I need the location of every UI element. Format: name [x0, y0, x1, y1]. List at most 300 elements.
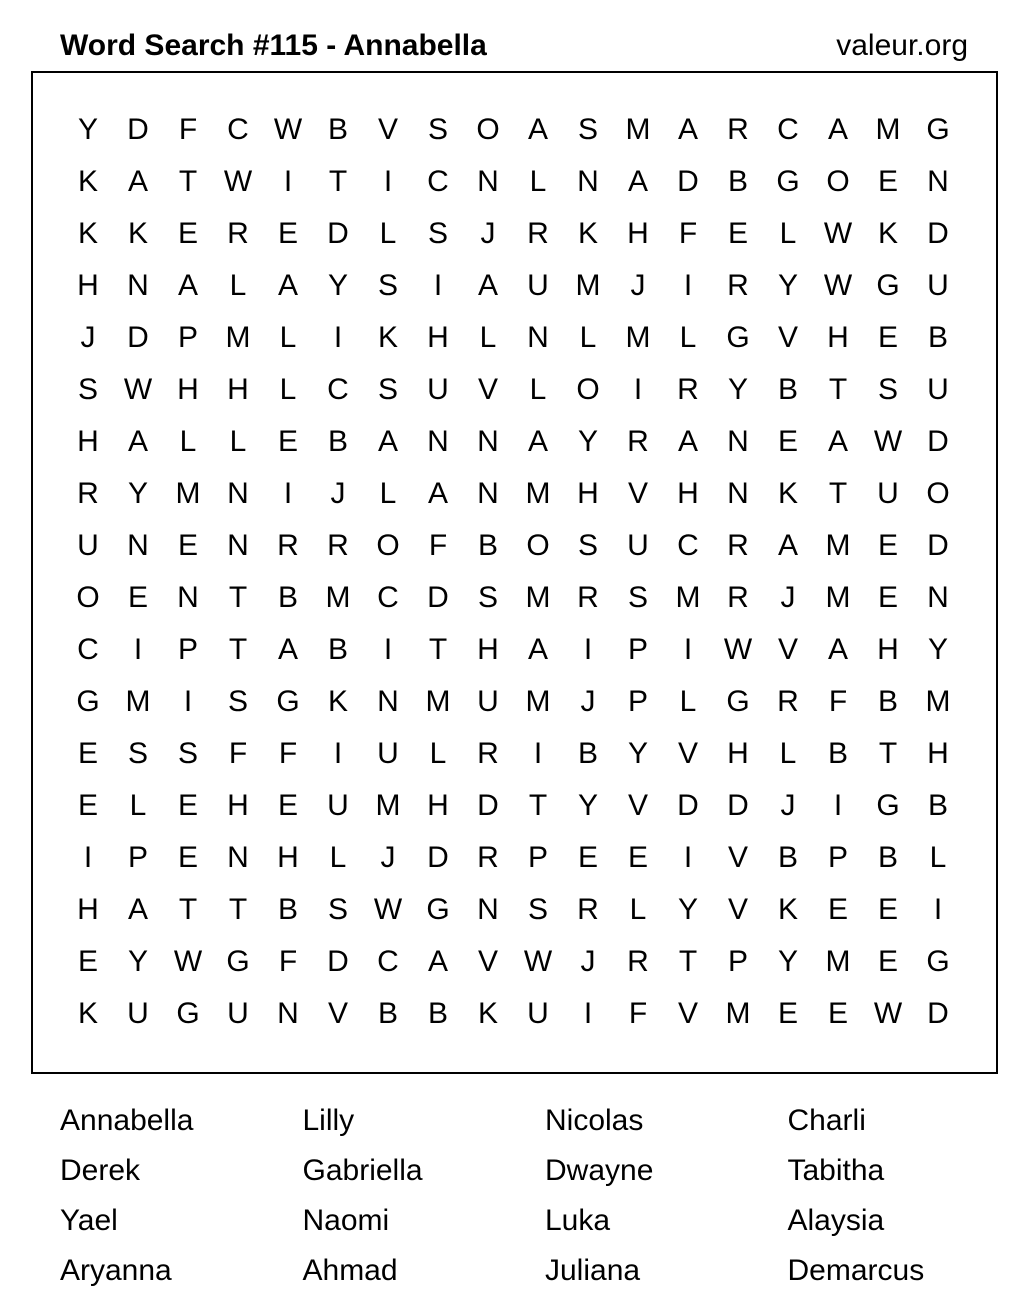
- grid-letter: M: [125, 685, 151, 718]
- grid-letter: E: [777, 425, 798, 458]
- grid-letter: G: [276, 685, 300, 718]
- grid-letter: N: [727, 477, 749, 510]
- grid-letter: B: [577, 737, 598, 770]
- grid-letter: H: [427, 789, 449, 822]
- grid-letter: R: [327, 529, 349, 562]
- grid-letter: G: [876, 269, 900, 302]
- grid-letter: Y: [127, 477, 148, 510]
- grid-letter: B: [727, 165, 748, 198]
- grid-letter: L: [279, 373, 297, 406]
- grid-letter: M: [425, 685, 451, 718]
- grid-letter: R: [577, 581, 599, 614]
- grid-letter: M: [525, 685, 551, 718]
- grid-letter: F: [178, 113, 198, 146]
- grid-letter: M: [375, 789, 401, 822]
- grid-letter: L: [279, 321, 297, 354]
- grid-letter: U: [927, 269, 949, 302]
- grid-letter: L: [129, 789, 147, 822]
- grid-letter: K: [777, 893, 798, 926]
- grid-letter: L: [429, 737, 447, 770]
- grid-letter: S: [577, 113, 598, 146]
- grid-letter: K: [577, 217, 598, 250]
- grid-letter: T: [178, 893, 198, 926]
- grid-letter: N: [477, 477, 499, 510]
- grid-letter: O: [76, 581, 100, 614]
- grid-letter: W: [173, 945, 203, 978]
- grid-letter: H: [227, 789, 249, 822]
- grid-letter: U: [327, 789, 349, 822]
- grid-letter: H: [627, 217, 649, 250]
- grid-letter: H: [477, 633, 499, 666]
- grid-letter: I: [383, 633, 393, 666]
- grid-letter: J: [480, 217, 496, 250]
- grid-letter: I: [933, 893, 943, 926]
- grid-letter: D: [127, 113, 149, 146]
- grid-letter: G: [926, 945, 950, 978]
- grid-letter: S: [477, 581, 498, 614]
- word-list-item: Derek: [60, 1154, 141, 1187]
- grid-letter: K: [877, 217, 898, 250]
- grid-letter: Y: [677, 893, 698, 926]
- grid-letter: T: [228, 581, 248, 614]
- grid-letter: K: [327, 685, 348, 718]
- grid-letter: F: [628, 997, 648, 1030]
- grid-letter: L: [529, 373, 547, 406]
- grid-letter: K: [377, 321, 398, 354]
- grid-letter: J: [330, 477, 346, 510]
- grid-letter: A: [627, 165, 648, 198]
- grid-letter: V: [777, 321, 798, 354]
- grid-letter: H: [277, 841, 299, 874]
- grid-letter: G: [876, 789, 900, 822]
- grid-letter: K: [477, 997, 498, 1030]
- grid-letter: I: [833, 789, 843, 822]
- grid-letter: S: [377, 373, 398, 406]
- grid-letter: K: [777, 477, 798, 510]
- grid-letter: N: [477, 893, 499, 926]
- grid-letter: R: [527, 217, 549, 250]
- word-list-item: Lilly: [302, 1104, 355, 1137]
- grid-letter: I: [683, 269, 693, 302]
- grid-letter: L: [929, 841, 947, 874]
- grid-letter: L: [679, 685, 697, 718]
- grid-letter: T: [878, 737, 898, 770]
- grid-letter: L: [579, 321, 597, 354]
- grid-letter: A: [427, 945, 448, 978]
- grid-letter: K: [77, 217, 98, 250]
- grid-letter: V: [477, 373, 498, 406]
- grid-letter: E: [177, 529, 198, 562]
- grid-letter: S: [127, 737, 148, 770]
- grid-letter: E: [77, 945, 98, 978]
- grid-letter: L: [779, 737, 797, 770]
- grid-letter: D: [477, 789, 499, 822]
- grid-letter: B: [777, 373, 798, 406]
- grid-letter: I: [333, 321, 343, 354]
- grid-letter: B: [277, 581, 298, 614]
- grid-letter: V: [327, 997, 348, 1030]
- grid-letter: E: [177, 789, 198, 822]
- grid-letter: E: [577, 841, 598, 874]
- grid-letter: T: [228, 633, 248, 666]
- grid-letter: D: [427, 841, 449, 874]
- grid-letter: R: [277, 529, 299, 562]
- grid-letter: W: [373, 893, 403, 926]
- grid-letter: G: [726, 321, 750, 354]
- word-list-item: Yael: [60, 1204, 118, 1237]
- grid-letter: U: [77, 529, 99, 562]
- word-list: [60, 1096, 1020, 1296]
- grid-letter: M: [825, 945, 851, 978]
- grid-letter: W: [273, 113, 303, 146]
- grid-letter: B: [327, 113, 348, 146]
- grid-letter: A: [127, 165, 148, 198]
- grid-letter: E: [127, 581, 148, 614]
- grid-letter: E: [827, 893, 848, 926]
- grid-letter: R: [477, 841, 499, 874]
- grid-letter: E: [277, 425, 298, 458]
- grid-letter: P: [727, 945, 748, 978]
- grid-letter: I: [83, 841, 93, 874]
- grid-letter: M: [525, 477, 551, 510]
- grid-letter: G: [776, 165, 800, 198]
- grid-letter: I: [433, 269, 443, 302]
- grid-letter: C: [77, 633, 99, 666]
- grid-letter: V: [777, 633, 798, 666]
- grid-letter: S: [377, 269, 398, 302]
- grid-letter: I: [683, 841, 693, 874]
- grid-letter: R: [727, 581, 749, 614]
- grid-letter: V: [377, 113, 398, 146]
- letter-grid: [63, 104, 963, 1040]
- grid-letter: D: [327, 945, 349, 978]
- grid-letter: B: [327, 425, 348, 458]
- grid-letter: E: [877, 321, 898, 354]
- word-list-item: Aryanna: [60, 1254, 172, 1287]
- grid-letter: J: [580, 945, 596, 978]
- grid-letter: C: [677, 529, 699, 562]
- grid-letter: B: [927, 321, 948, 354]
- grid-letter: N: [927, 165, 949, 198]
- grid-letter: H: [77, 269, 99, 302]
- grid-letter: N: [177, 581, 199, 614]
- grid-letter: L: [629, 893, 647, 926]
- grid-letter: E: [627, 841, 648, 874]
- grid-letter: I: [683, 633, 693, 666]
- grid-letter: V: [477, 945, 498, 978]
- grid-letter: N: [227, 529, 249, 562]
- grid-letter: U: [527, 269, 549, 302]
- grid-letter: B: [377, 997, 398, 1030]
- grid-letter: G: [926, 113, 950, 146]
- grid-letter: O: [476, 113, 500, 146]
- grid-letter: N: [377, 685, 399, 718]
- grid-letter: Y: [577, 789, 598, 822]
- grid-letter: A: [527, 425, 548, 458]
- grid-letter: U: [527, 997, 549, 1030]
- grid-letter: H: [177, 373, 199, 406]
- grid-letter: W: [873, 997, 903, 1030]
- grid-letter: A: [677, 113, 698, 146]
- grid-letter: A: [377, 425, 398, 458]
- grid-letter: E: [777, 997, 798, 1030]
- grid-letter: A: [777, 529, 798, 562]
- grid-letter: A: [127, 893, 148, 926]
- grid-letter: V: [627, 789, 648, 822]
- grid-letter: O: [526, 529, 550, 562]
- grid-letter: T: [828, 373, 848, 406]
- grid-letter: R: [677, 373, 699, 406]
- grid-letter: M: [175, 477, 201, 510]
- grid-letter: I: [633, 373, 643, 406]
- grid-letter: N: [927, 581, 949, 614]
- grid-letter: L: [179, 425, 197, 458]
- grid-letter: E: [77, 789, 98, 822]
- grid-letter: H: [877, 633, 899, 666]
- puzzle-title: Word Search #115 - Annabella: [60, 29, 487, 62]
- grid-letter: M: [925, 685, 951, 718]
- grid-letter: F: [278, 737, 298, 770]
- grid-letter: N: [127, 269, 149, 302]
- grid-letter: H: [677, 477, 699, 510]
- grid-letter: M: [875, 113, 901, 146]
- grid-letter: A: [427, 477, 448, 510]
- grid-letter: E: [177, 841, 198, 874]
- grid-letter: W: [123, 373, 153, 406]
- grid-letter: D: [127, 321, 149, 354]
- grid-letter: M: [625, 321, 651, 354]
- grid-letter: N: [527, 321, 549, 354]
- grid-letter: R: [727, 529, 749, 562]
- grid-letter: A: [527, 113, 548, 146]
- grid-letter: L: [379, 217, 397, 250]
- word-list-item: Juliana: [545, 1254, 641, 1287]
- grid-letter: B: [277, 893, 298, 926]
- grid-letter: S: [427, 217, 448, 250]
- grid-letter: U: [227, 997, 249, 1030]
- grid-letter: A: [827, 633, 848, 666]
- grid-letter: C: [327, 373, 349, 406]
- grid-letter: O: [926, 477, 950, 510]
- word-list-item: Tabitha: [787, 1154, 885, 1187]
- grid-letter: S: [877, 373, 898, 406]
- grid-letter: I: [333, 737, 343, 770]
- grid-letter: G: [76, 685, 100, 718]
- grid-letter: D: [927, 529, 949, 562]
- grid-letter: D: [927, 425, 949, 458]
- grid-letter: T: [178, 165, 198, 198]
- grid-letter: I: [283, 477, 293, 510]
- grid-letter: H: [577, 477, 599, 510]
- grid-letter: O: [376, 529, 400, 562]
- grid-letter: E: [877, 581, 898, 614]
- grid-letter: I: [283, 165, 293, 198]
- grid-letter: N: [477, 425, 499, 458]
- grid-letter: F: [678, 217, 698, 250]
- word-list-item: Naomi: [302, 1204, 390, 1237]
- grid-letter: A: [477, 269, 498, 302]
- grid-letter: W: [523, 945, 553, 978]
- grid-letter: P: [627, 685, 648, 718]
- grid-letter: I: [533, 737, 543, 770]
- grid-letter: P: [177, 321, 198, 354]
- grid-letter: R: [727, 113, 749, 146]
- grid-letter: B: [777, 841, 798, 874]
- grid-letter: S: [227, 685, 248, 718]
- grid-letter: V: [677, 997, 698, 1030]
- grid-letter: U: [627, 529, 649, 562]
- grid-letter: M: [225, 321, 251, 354]
- site-name: valeur.org: [836, 29, 968, 62]
- grid-letter: R: [627, 425, 649, 458]
- grid-letter: B: [427, 997, 448, 1030]
- grid-letter: M: [625, 113, 651, 146]
- grid-letter: U: [877, 477, 899, 510]
- grid-letter: L: [529, 165, 547, 198]
- word-list-item: Luka: [545, 1204, 611, 1237]
- grid-letter: C: [377, 945, 399, 978]
- grid-letter: P: [527, 841, 548, 874]
- grid-letter: M: [825, 529, 851, 562]
- grid-letter: G: [176, 997, 200, 1030]
- grid-letter: U: [127, 997, 149, 1030]
- grid-letter: T: [228, 893, 248, 926]
- grid-letter: Y: [327, 269, 348, 302]
- grid-letter: A: [527, 633, 548, 666]
- grid-letter: Y: [777, 269, 798, 302]
- word-list-item: Gabriella: [302, 1154, 423, 1187]
- grid-letter: S: [577, 529, 598, 562]
- grid-letter: T: [828, 477, 848, 510]
- grid-letter: H: [927, 737, 949, 770]
- grid-letter: J: [780, 581, 796, 614]
- grid-letter: N: [727, 425, 749, 458]
- grid-letter: Y: [127, 945, 148, 978]
- word-list-item: Alaysia: [787, 1204, 885, 1237]
- grid-letter: B: [327, 633, 348, 666]
- grid-letter: W: [823, 269, 853, 302]
- grid-letter: H: [227, 373, 249, 406]
- grid-letter: E: [877, 529, 898, 562]
- grid-letter: W: [223, 165, 253, 198]
- word-list-item: Ahmad: [302, 1254, 398, 1287]
- grid-letter: M: [725, 997, 751, 1030]
- grid-letter: U: [477, 685, 499, 718]
- grid-letter: S: [77, 373, 98, 406]
- grid-letter: I: [183, 685, 193, 718]
- grid-letter: D: [677, 789, 699, 822]
- grid-letter: T: [428, 633, 448, 666]
- grid-letter: C: [227, 113, 249, 146]
- grid-letter: C: [427, 165, 449, 198]
- grid-letter: V: [727, 893, 748, 926]
- grid-letter: B: [477, 529, 498, 562]
- grid-letter: U: [927, 373, 949, 406]
- grid-letter: E: [277, 217, 298, 250]
- grid-letter: S: [327, 893, 348, 926]
- grid-letter: I: [383, 165, 393, 198]
- grid-letter: L: [479, 321, 497, 354]
- grid-letter: Y: [77, 113, 98, 146]
- grid-letter: I: [583, 997, 593, 1030]
- grid-letter: F: [278, 945, 298, 978]
- grid-letter: S: [177, 737, 198, 770]
- grid-letter: E: [877, 893, 898, 926]
- grid-letter: I: [583, 633, 593, 666]
- grid-letter: S: [627, 581, 648, 614]
- word-list-item: Dwayne: [545, 1154, 654, 1187]
- grid-letter: V: [627, 477, 648, 510]
- grid-letter: M: [575, 269, 601, 302]
- grid-letter: A: [827, 425, 848, 458]
- grid-letter: N: [227, 477, 249, 510]
- grid-letter: K: [77, 997, 98, 1030]
- grid-letter: L: [379, 477, 397, 510]
- grid-letter: I: [133, 633, 143, 666]
- grid-letter: T: [528, 789, 548, 822]
- grid-letter: G: [426, 893, 450, 926]
- grid-letter: G: [726, 685, 750, 718]
- word-list-item: Annabella: [60, 1104, 194, 1137]
- grid-letter: L: [329, 841, 347, 874]
- grid-letter: W: [873, 425, 903, 458]
- grid-letter: S: [427, 113, 448, 146]
- grid-letter: H: [727, 737, 749, 770]
- grid-letter: R: [627, 945, 649, 978]
- grid-letter: M: [675, 581, 701, 614]
- grid-letter: E: [727, 217, 748, 250]
- grid-letter: A: [177, 269, 198, 302]
- grid-letter: J: [80, 321, 96, 354]
- word-list-item: Demarcus: [787, 1254, 925, 1287]
- grid-letter: P: [827, 841, 848, 874]
- grid-letter: D: [927, 217, 949, 250]
- grid-letter: G: [226, 945, 250, 978]
- grid-letter: R: [777, 685, 799, 718]
- grid-letter: R: [577, 893, 599, 926]
- grid-letter: A: [277, 633, 298, 666]
- grid-letter: A: [127, 425, 148, 458]
- grid-letter: B: [827, 737, 848, 770]
- grid-letter: D: [427, 581, 449, 614]
- grid-letter: L: [229, 425, 247, 458]
- grid-letter: N: [127, 529, 149, 562]
- grid-letter: F: [828, 685, 848, 718]
- grid-letter: N: [277, 997, 299, 1030]
- grid-letter: M: [825, 581, 851, 614]
- grid-letter: Y: [927, 633, 948, 666]
- word-list-item: Nicolas: [545, 1104, 644, 1137]
- grid-letter: J: [580, 685, 596, 718]
- grid-letter: N: [427, 425, 449, 458]
- grid-letter: K: [77, 165, 98, 198]
- grid-letter: Y: [727, 373, 748, 406]
- grid-letter: P: [177, 633, 198, 666]
- grid-letter: L: [229, 269, 247, 302]
- grid-letter: C: [377, 581, 399, 614]
- grid-letter: J: [380, 841, 396, 874]
- grid-letter: F: [228, 737, 248, 770]
- grid-letter: S: [527, 893, 548, 926]
- grid-letter: T: [678, 945, 698, 978]
- grid-letter: K: [127, 217, 148, 250]
- grid-letter: B: [877, 841, 898, 874]
- grid-letter: P: [627, 633, 648, 666]
- grid-letter: R: [77, 477, 99, 510]
- grid-letter: D: [677, 165, 699, 198]
- grid-letter: E: [277, 789, 298, 822]
- grid-letter: H: [427, 321, 449, 354]
